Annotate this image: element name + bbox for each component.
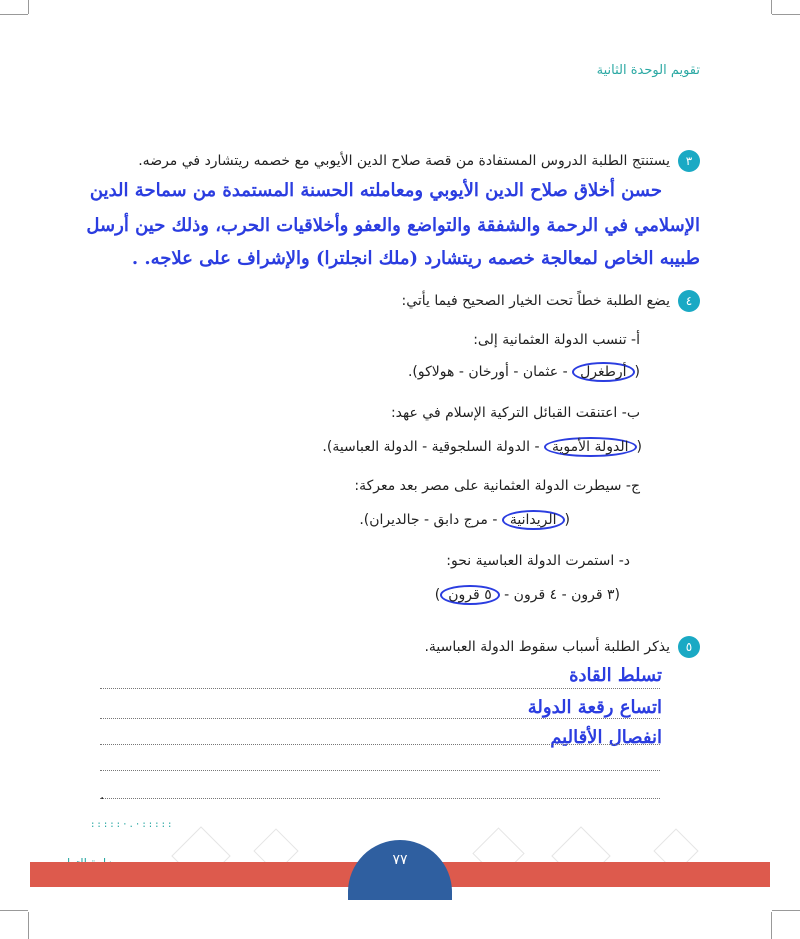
question-text: يستنتج الطلبة الدروس المستفادة من قصة صلاح الدين الأيوبي مع خصمه ريتشارد في مرضه. [138, 153, 670, 169]
crop-mark [772, 910, 800, 911]
circled-option: الدولة الأموية [544, 437, 637, 457]
other-options: - مرج دابق - جالديران). [359, 512, 502, 528]
question-4 [402, 290, 701, 312]
dotted-line [100, 718, 660, 719]
circled-option: أرطغرل [572, 362, 634, 382]
crop-mark [771, 912, 772, 939]
question-3 [138, 150, 700, 172]
options-line [359, 510, 570, 530]
question-number: ٤ [678, 290, 700, 312]
answer-line: طبيبه الخاص لمعالجة خصمه ريتشارد (ملك انجلترا) والإشراف على علاجه. . [131, 248, 700, 269]
ministry-logo-icon: :::::·.·::::: [90, 820, 174, 830]
options-line [435, 585, 620, 605]
other-options: (٣ قرون - ٤ قرون - [499, 587, 620, 603]
page-header: تقويم الوحدة الثانية [596, 63, 700, 78]
crop-mark [772, 14, 800, 15]
circled-option: الريدانية [502, 510, 565, 530]
crop-mark [28, 0, 29, 14]
question-text: يذكر الطلبة أسباب سقوط الدولة العباسية. [424, 639, 670, 655]
question-stem: د- استمرت الدولة العباسية نحو: [446, 553, 630, 569]
answer-item: تسلط القادة [569, 665, 662, 686]
paren: ( [564, 512, 570, 528]
question-stem: أ- تنسب الدولة العثمانية إلى: [473, 332, 640, 348]
question-stem: ج- سيطرت الدولة العثمانية على مصر بعد معركة: [354, 478, 640, 494]
paren: ) [434, 587, 441, 603]
question-stem: ب- اعتنقت القبائل التركية الإسلام في عهد: [390, 405, 640, 421]
other-options: - عثمان - أورخان - هولاكو). [407, 364, 573, 380]
dotted-line [100, 688, 660, 689]
trailing-dot: . [100, 787, 105, 803]
circled-option: ٥ قرون [440, 585, 499, 605]
paren: ( [634, 364, 640, 380]
options-line [322, 437, 642, 457]
answer-line: الإسلامي في الرحمة والشفقة والتواضع والعفو وأخلاقيات الحرب، وذلك حين أرسل [86, 215, 700, 236]
crop-mark [28, 912, 29, 939]
question-number: ٣ [678, 150, 700, 172]
dotted-line [100, 798, 660, 799]
crop-mark [0, 910, 28, 911]
dotted-line [100, 770, 660, 771]
question-number: ٥ [678, 636, 700, 658]
crop-mark [0, 14, 28, 15]
dotted-line [100, 744, 660, 745]
page-number: ٧٧ [348, 840, 452, 900]
question-text: يضع الطلبة خطاً تحت الخيار الصحيح فيما يأتي: [401, 293, 670, 309]
paren: ( [636, 439, 642, 455]
answer-item: انفصال الأقاليم [550, 727, 662, 748]
options-line [408, 362, 640, 382]
crop-mark [771, 0, 772, 14]
question-5 [424, 636, 700, 658]
answer-item: اتساع رقعة الدولة [527, 697, 662, 718]
answer-line: حسن أخلاق صلاح الدين الأيوبي ومعاملته الحسنة المستمدة من سماحة الدين [89, 180, 662, 201]
other-options: - الدولة السلجوقية - الدولة العباسية). [322, 439, 545, 455]
